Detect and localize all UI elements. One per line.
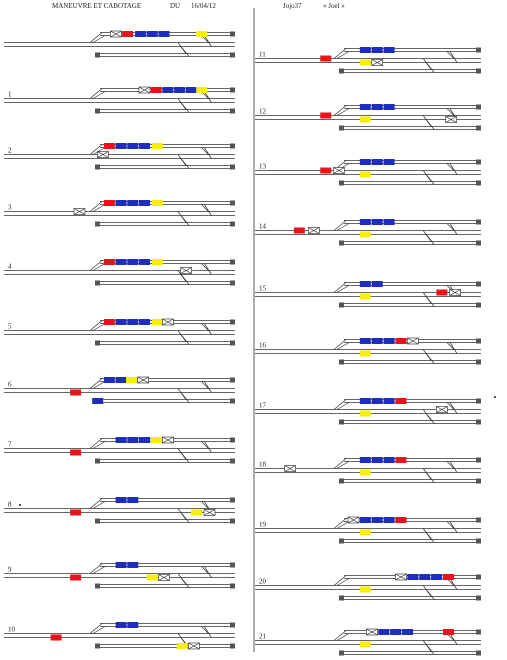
step-label: 19 [259,520,266,529]
red-wagon [443,629,454,635]
blue-wagon [116,319,127,325]
buffer-stop [339,69,344,74]
blue-wagon [372,47,383,53]
buffer-stop [339,539,344,544]
blue-wagon [127,562,138,568]
blue-wagon [372,159,383,165]
blue-wagon [162,87,173,93]
diagram-title: MANEUVRE ET CABOTAGE [52,2,142,10]
buffer-stop [476,651,481,656]
diagram-nickname: « Joel » [323,2,345,10]
step-label: 14 [259,222,266,231]
switch-diagonal [450,579,457,590]
switch-diagonal [181,335,189,345]
switch-diagonal [204,627,211,638]
step-label: 3 [8,203,12,212]
blue-wagon [92,398,103,404]
blue-wagon [384,219,395,225]
switch-diagonal [93,567,105,574]
buffer-stop [230,584,235,589]
step-label: 20 [259,577,266,586]
blue-wagon [127,259,138,265]
blue-wagon [372,398,383,404]
blue-wagon [116,437,127,443]
switch-diagonal [426,473,434,483]
blue-wagon [372,517,383,523]
blue-wagon [384,517,395,523]
yellow-wagon [147,575,158,581]
step-label: 18 [259,460,266,469]
step-label: 7 [8,440,12,449]
blue-wagon [116,497,127,503]
blue-wagon [384,338,395,344]
switch-diagonal [181,453,189,463]
switch-diagonal [93,264,105,271]
buffer-stop [230,378,235,383]
buffer-stop [476,539,481,544]
stray-mark [494,396,496,398]
switch-diagonal [337,522,349,529]
red-wagon [395,338,406,344]
yellow-wagon [152,319,163,325]
switch-diagonal [204,92,211,103]
yellow-wagon [152,143,163,149]
buffer-stop [476,69,481,74]
buffer-stop [476,339,481,344]
blue-wagon [116,200,127,206]
blue-wagon [116,377,127,383]
step-label: 6 [8,380,12,389]
blue-wagon [384,398,395,404]
switch-diagonal [204,442,211,453]
yellow-wagon [360,642,371,648]
buffer-stop [476,220,481,225]
switch-diagonal [450,224,457,235]
blue-wagon [360,338,371,344]
switch-diagonal [204,205,211,216]
blue-wagon [384,104,395,110]
switch-diagonal [181,159,189,169]
step-label: 4 [8,262,12,271]
blue-wagon [116,562,127,568]
buffer-stop [230,32,235,37]
switch-diagonal [450,522,457,533]
blue-wagon [186,87,197,93]
switch-diagonal [181,275,189,285]
diagram-date: 16/04/12 [191,2,216,10]
buffer-stop [339,479,344,484]
switch-diagonal [93,627,105,634]
buffer-stop [95,222,100,227]
buffer-stop [230,519,235,524]
switch-diagonal [337,224,349,231]
step-label: 13 [259,162,266,171]
yellow-wagon [191,510,202,516]
step-label: 12 [259,107,266,116]
step-label: 10 [8,625,15,634]
yellow-wagon [360,411,371,417]
switch-diagonal [93,324,105,331]
red-wagon [443,574,454,580]
blue-wagon [139,143,150,149]
red-wagon [436,290,447,296]
blue-wagon [360,219,371,225]
yellow-wagon [152,259,163,265]
yellow-wagon [196,87,207,93]
buffer-stop [476,420,481,425]
yellow-wagon [360,117,371,123]
buffer-stop [230,222,235,227]
blue-wagon [384,457,395,463]
step-label: 15 [259,284,266,293]
buffer-stop [230,109,235,114]
buffer-stop [95,644,100,649]
switch-diagonal [426,235,434,245]
red-wagon [104,259,115,265]
buffer-stop [476,399,481,404]
blue-wagon [384,159,395,165]
buffer-stop [95,165,100,170]
red-wagon [104,200,115,206]
blue-wagon [360,47,371,53]
blue-wagon [116,259,127,265]
yellow-wagon [152,200,163,206]
switch-diagonal [426,63,434,73]
yellow-wagon [360,294,371,300]
blue-wagon [159,31,170,37]
blue-wagon [360,517,371,523]
switch-diagonal [450,52,457,63]
switch-diagonal [204,264,211,275]
yellow-wagon [360,232,371,238]
switch-diagonal [181,393,189,403]
switch-diagonal [337,462,349,469]
yellow-wagon [360,530,371,536]
blue-wagon [127,319,138,325]
switch-diagonal [93,382,105,389]
red-wagon [104,319,115,325]
blue-wagon [127,437,138,443]
buffer-stop [230,281,235,286]
buffer-stop [230,341,235,346]
buffer-stop [476,48,481,53]
red-wagon [70,390,81,396]
switch-diagonal [426,645,434,655]
buffer-stop [95,53,100,58]
blue-wagon [360,457,371,463]
step-label: 21 [259,632,266,641]
switch-diagonal [426,354,434,364]
switch-diagonal [181,47,189,57]
blue-wagon [372,457,383,463]
switch-diagonal [93,92,105,99]
blue-wagon [135,31,146,37]
step-label: 8 [8,500,12,509]
buffer-stop [476,360,481,365]
red-wagon [320,113,331,119]
red-wagon [395,457,406,463]
buffer-stop [476,303,481,308]
buffer-stop [476,181,481,186]
blue-wagon [360,281,371,287]
buffer-stop [230,88,235,93]
switch-diagonal [450,403,457,414]
switch-diagonal [426,414,434,424]
switch-diagonal [426,590,434,600]
buffer-stop [476,575,481,580]
buffer-stop [230,438,235,443]
switch-diagonal [337,579,349,586]
buffer-stop [230,144,235,149]
buffer-stop [230,260,235,265]
step-label: 5 [8,322,12,331]
blue-wagon [384,47,395,53]
stray-mark [19,504,21,506]
blue-wagon [174,87,185,93]
step-label: 16 [259,341,266,350]
blue-wagon [431,574,442,580]
buffer-stop [230,165,235,170]
buffer-stop [230,623,235,628]
yellow-wagon [151,437,162,443]
step-label: 2 [8,146,12,155]
switch-diagonal [337,403,349,410]
red-wagon [104,143,115,149]
yellow-wagon [196,31,207,37]
blue-wagon [116,622,127,628]
switch-diagonal [204,382,211,393]
blue-wagon [127,497,138,503]
red-wagon [395,517,406,523]
switch-diagonal [181,103,189,113]
red-wagon [294,228,305,234]
blue-wagon [147,31,158,37]
blue-wagon [139,319,150,325]
switch-diagonal [181,578,189,588]
red-wagon [51,635,62,641]
blue-wagon [378,629,389,635]
buffer-stop [95,281,100,286]
buffer-stop [230,320,235,325]
blue-wagon [116,143,127,149]
buffer-stop [230,459,235,464]
blue-wagon [407,574,418,580]
blue-wagon [372,338,383,344]
red-wagon [70,575,81,581]
blue-wagon [419,574,430,580]
yellow-wagon [360,351,371,357]
switch-diagonal [337,52,349,59]
blue-wagon [127,622,138,628]
diagram-author: Jojo37 [283,2,302,10]
buffer-stop [339,651,344,656]
buffer-stop [95,459,100,464]
buffer-stop [95,519,100,524]
step-label: 11 [259,50,266,59]
diagram-du: DU [170,2,181,10]
red-wagon [70,450,81,456]
buffer-stop [476,479,481,484]
blue-wagon [372,219,383,225]
switch-diagonal [450,164,457,175]
switch-diagonal [93,205,105,212]
switch-diagonal [426,533,434,543]
switch-diagonal [204,567,211,578]
switch-diagonal [426,297,434,307]
switch-diagonal [450,462,457,473]
blue-wagon [360,398,371,404]
yellow-wagon [177,643,188,649]
switch-diagonal [204,148,211,159]
red-wagon [320,56,331,62]
step-label: 17 [259,401,266,410]
blue-wagon [390,629,401,635]
switch-diagonal [337,109,349,116]
blue-wagon [104,377,115,383]
red-wagon [122,31,133,37]
switch-diagonal [426,120,434,130]
buffer-stop [476,126,481,131]
switch-diagonal [450,634,457,645]
buffer-stop [339,181,344,186]
switch-diagonal [181,513,189,523]
buffer-stop [476,282,481,287]
blue-wagon [139,200,150,206]
blue-wagon [372,281,383,287]
buffer-stop [339,241,344,246]
buffer-stop [230,201,235,206]
switch-diagonal [204,324,211,335]
buffer-stop [476,458,481,463]
switch-diagonal [337,343,349,350]
blue-wagon [372,104,383,110]
buffer-stop [339,360,344,365]
buffer-stop [95,109,100,114]
yellow-wagon [360,470,371,476]
switch-diagonal [204,36,211,47]
buffer-stop [230,644,235,649]
switch-diagonal [337,634,349,641]
blue-wagon [360,159,371,165]
red-wagon [320,168,331,174]
blue-wagon [127,200,138,206]
red-wagon [395,398,406,404]
step-label: 1 [8,90,12,99]
buffer-stop [230,563,235,568]
blue-wagon [360,104,371,110]
buffer-stop [230,498,235,503]
switch-diagonal [426,175,434,185]
blue-wagon [139,259,150,265]
buffer-stop [476,630,481,635]
switch-diagonal [337,286,349,293]
buffer-stop [476,105,481,110]
yellow-wagon [360,587,371,593]
yellow-wagon [126,377,137,383]
switch-diagonal [93,442,105,449]
buffer-stop [95,341,100,346]
buffer-stop [230,53,235,58]
switch-diagonal [450,343,457,354]
blue-wagon [127,143,138,149]
buffer-stop [339,420,344,425]
buffer-stop [95,584,100,589]
buffer-stop [230,399,235,404]
blue-wagon [402,629,413,635]
yellow-wagon [360,60,371,66]
step-label: 9 [8,565,12,574]
buffer-stop [476,241,481,246]
buffer-stop [339,596,344,601]
switch-diagonal [93,502,105,509]
buffer-stop [339,126,344,131]
buffer-stop [476,596,481,601]
red-wagon [151,87,162,93]
buffer-stop [339,303,344,308]
buffer-stop [476,518,481,523]
switch-diagonal [93,36,105,43]
buffer-stop [476,160,481,165]
switch-diagonal [181,216,189,226]
blue-wagon [139,437,150,443]
red-wagon [70,510,81,516]
yellow-wagon [360,172,371,178]
